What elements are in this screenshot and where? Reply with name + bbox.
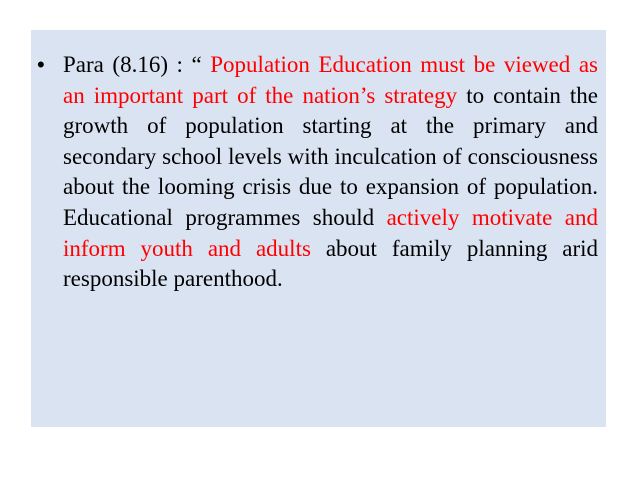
highlight-population-education: Population Education must be viewed as an important part of the nation’s strategy — [63, 52, 598, 108]
body-text-end: about family planning arid responsible parenthood. — [63, 235, 599, 292]
para-reference: Para (8.16) : “ — [63, 52, 211, 77]
bullet-icon: • — [37, 52, 45, 77]
content-box — [31, 30, 606, 427]
highlight-motivate-youth: actively motivate and inform youth and adults — [63, 204, 599, 261]
bullet-paragraph — [37, 50, 599, 295]
body-text-middle: to contain the growth of population starting at the primary and secondary school levels with inculcation of consciousness about the looming crisis due to expansion of population. Educational programmes should — [63, 82, 598, 230]
